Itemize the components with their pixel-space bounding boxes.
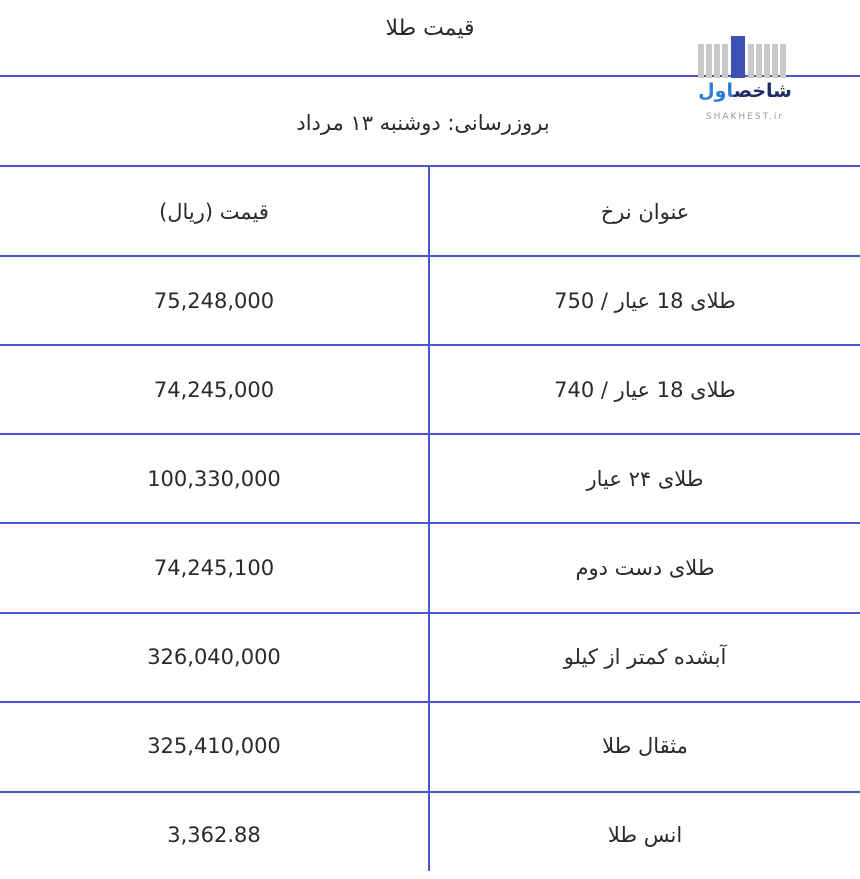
row-divider [0,612,860,614]
row-price: 75,248,000 [153,288,275,313]
row-price: 100,330,000 [147,466,281,491]
logo-name-main: شاخص [733,80,792,102]
table-row [0,345,860,434]
header-name: عنوان نرخ [600,199,690,224]
logo-name [695,80,795,102]
table-row [0,701,860,790]
row-divider [0,701,860,703]
row-price: 74,245,000 [153,377,275,402]
table-header-row [0,167,860,256]
table-row [0,612,860,701]
row-name: طلای 18 عیار / 750 [554,288,736,313]
logo-bars-icon [698,36,790,78]
row-divider [0,344,860,346]
row-name: طلای ۲۴ عیار [586,466,704,491]
row-divider [0,255,860,257]
row-price: 325,410,000 [147,733,281,758]
column-divider [428,167,430,871]
row-price: 326,040,000 [147,644,281,669]
page-title: قیمت طلا [385,16,475,41]
table-row [0,523,860,612]
row-name: آبشده کمتر از کیلو [563,644,727,669]
header-price: قیمت (ریال) [159,199,269,224]
update-timestamp: بروزرسانی: دوشنبه ۱۳ مرداد [296,111,550,135]
logo-subtitle: SHAKHEST.ir [705,112,785,122]
row-name: مثقال طلا [602,733,688,758]
shakhest-logo [695,36,795,131]
row-price: 74,245,100 [153,555,275,580]
table-row [0,790,860,879]
row-name: طلای 18 عیار / 740 [554,377,736,402]
logo-name-accent: اول [698,80,734,102]
row-name: طلای دست دوم [575,555,715,580]
row-name: انس طلا [607,822,683,847]
row-divider [0,433,860,435]
row-price: 3,362.88 [167,822,261,847]
table-row [0,434,860,523]
row-divider [0,522,860,524]
row-divider [0,791,860,793]
table-row [0,256,860,345]
